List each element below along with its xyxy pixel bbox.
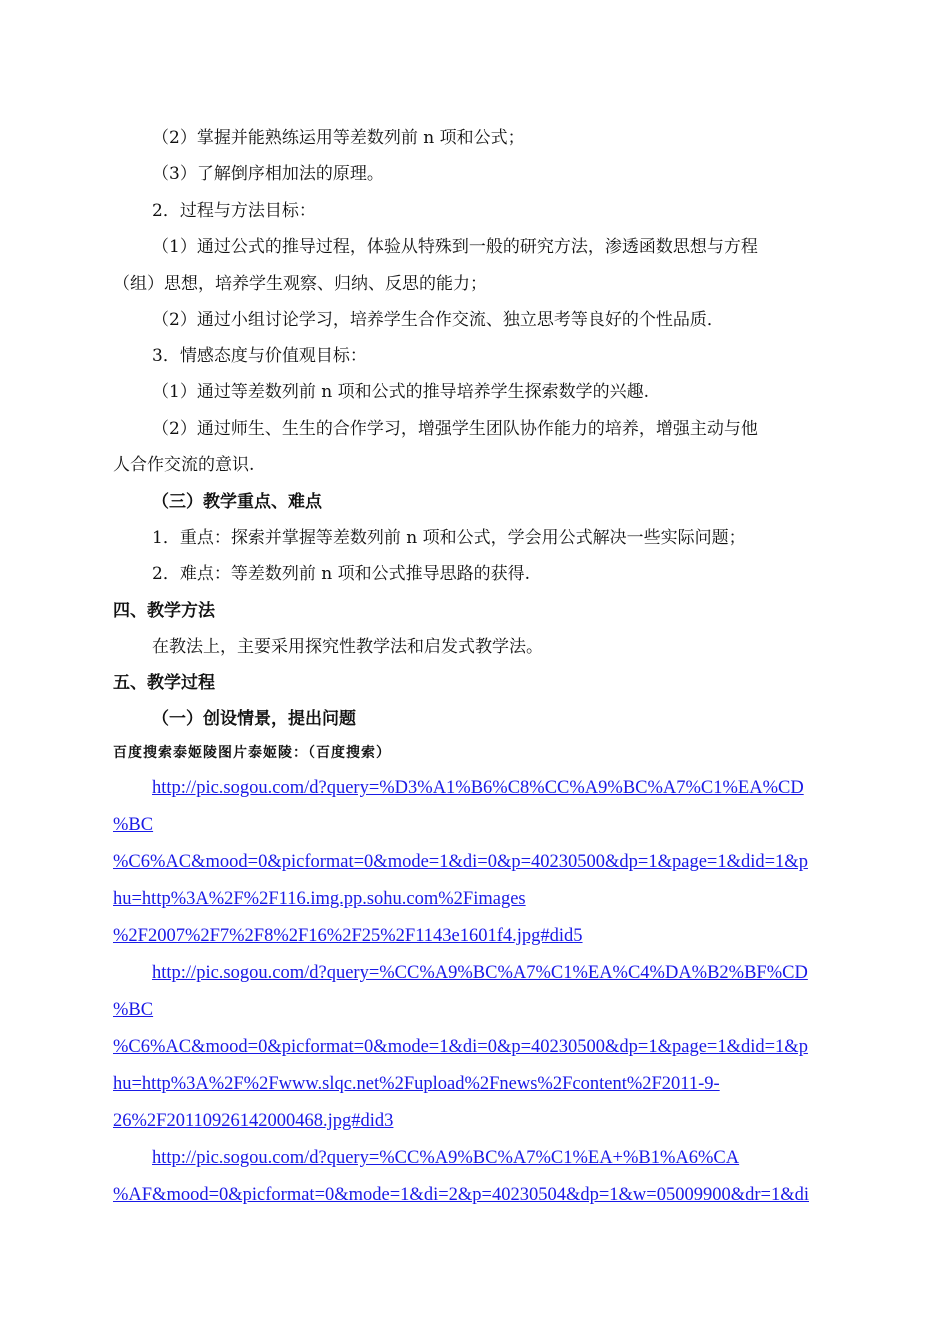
- link1-line1[interactable]: http://pic.sogou.com/d?query=%D3%A1%B6%C8%CC%A9%BC%A7%C1%EA%CD: [152, 778, 804, 798]
- key-point-difficulty: 2．难点：等差数列前 n 项和公式推导思路的获得.: [152, 564, 530, 584]
- search-note: 百度搜索泰姬陵图片泰姬陵：（百度搜索）: [113, 745, 391, 761]
- methods-text: 在教法上，主要采用探究性教学法和启发式教学法。: [152, 637, 543, 657]
- emotion-objective-2b: 人合作交流的意识.: [113, 455, 255, 475]
- link1-line5[interactable]: %2F2007%2F7%2F8%2F16%2F25%2F1143e1601f4.jpg#did5: [113, 926, 583, 946]
- process-heading: 五、教学过程: [113, 673, 215, 693]
- objective-k2: （2）掌握并能熟练运用等差数列前 n 项和公式；: [152, 128, 525, 148]
- key-points-heading: （三）教学重点、难点: [152, 492, 322, 512]
- objective-k3: （3）了解倒序相加法的原理。: [152, 164, 384, 184]
- link3-line1[interactable]: http://pic.sogou.com/d?query=%CC%A9%BC%A7%C1%EA+%B1%A6%CA: [152, 1148, 740, 1168]
- methods-heading: 四、教学方法: [113, 601, 215, 621]
- emotion-objective-2a: （2）通过师生、生生的合作学习，增强学生团队协作能力的培养，增强主动与他: [152, 419, 758, 439]
- link2-line5[interactable]: 26%2F20110926142000468.jpg#did3: [113, 1111, 394, 1131]
- emotion-objective-1: （1）通过等差数列前 n 项和公式的推导培养学生探索数学的兴趣.: [152, 382, 649, 402]
- process-objective-title: 2．过程与方法目标：: [152, 201, 316, 221]
- link2-line3[interactable]: %C6%AC&mood=0&picformat=0&mode=1&di=0&p=40230500&dp=1&page=1&did=1&p: [113, 1037, 808, 1057]
- link2-line1[interactable]: http://pic.sogou.com/d?query=%CC%A9%BC%A7%C1%EA%C4%DA%B2%BF%CD: [152, 963, 808, 983]
- link1-line3[interactable]: %C6%AC&mood=0&picformat=0&mode=1&di=0&p=40230500&dp=1&page=1&did=1&p: [113, 852, 808, 872]
- process-objective-2: （2）通过小组讨论学习，培养学生合作交流、独立思考等良好的个性品质．: [152, 310, 724, 330]
- link1-line2[interactable]: %BC: [113, 815, 154, 835]
- link1-line4[interactable]: hu=http%3A%2F%2F116.img.pp.sohu.com%2Fimages: [113, 889, 526, 909]
- process-objective-1a: （1）通过公式的推导过程，体验从特殊到一般的研究方法，渗透函数思想与方程: [152, 237, 758, 257]
- link3-line2[interactable]: %AF&mood=0&picformat=0&mode=1&di=2&p=40230504&dp=1&w=05009900&dr=1&di: [113, 1185, 809, 1205]
- process-objective-1b: （组）思想，培养学生观察、归纳、反思的能力；: [113, 274, 487, 294]
- link2-line4[interactable]: hu=http%3A%2F%2Fwww.slqc.net%2Fupload%2Fnews%2Fcontent%2F2011-9-: [113, 1074, 720, 1094]
- process-sub-heading: （一）创设情景，提出问题: [152, 709, 356, 729]
- link2-line2[interactable]: %BC: [113, 1000, 154, 1020]
- key-point-focus: 1．重点：探索并掌握等差数列前 n 项和公式，学会用公式解决一些实际问题；: [152, 528, 746, 548]
- emotion-objective-title: 3．情感态度与价值观目标：: [152, 346, 367, 366]
